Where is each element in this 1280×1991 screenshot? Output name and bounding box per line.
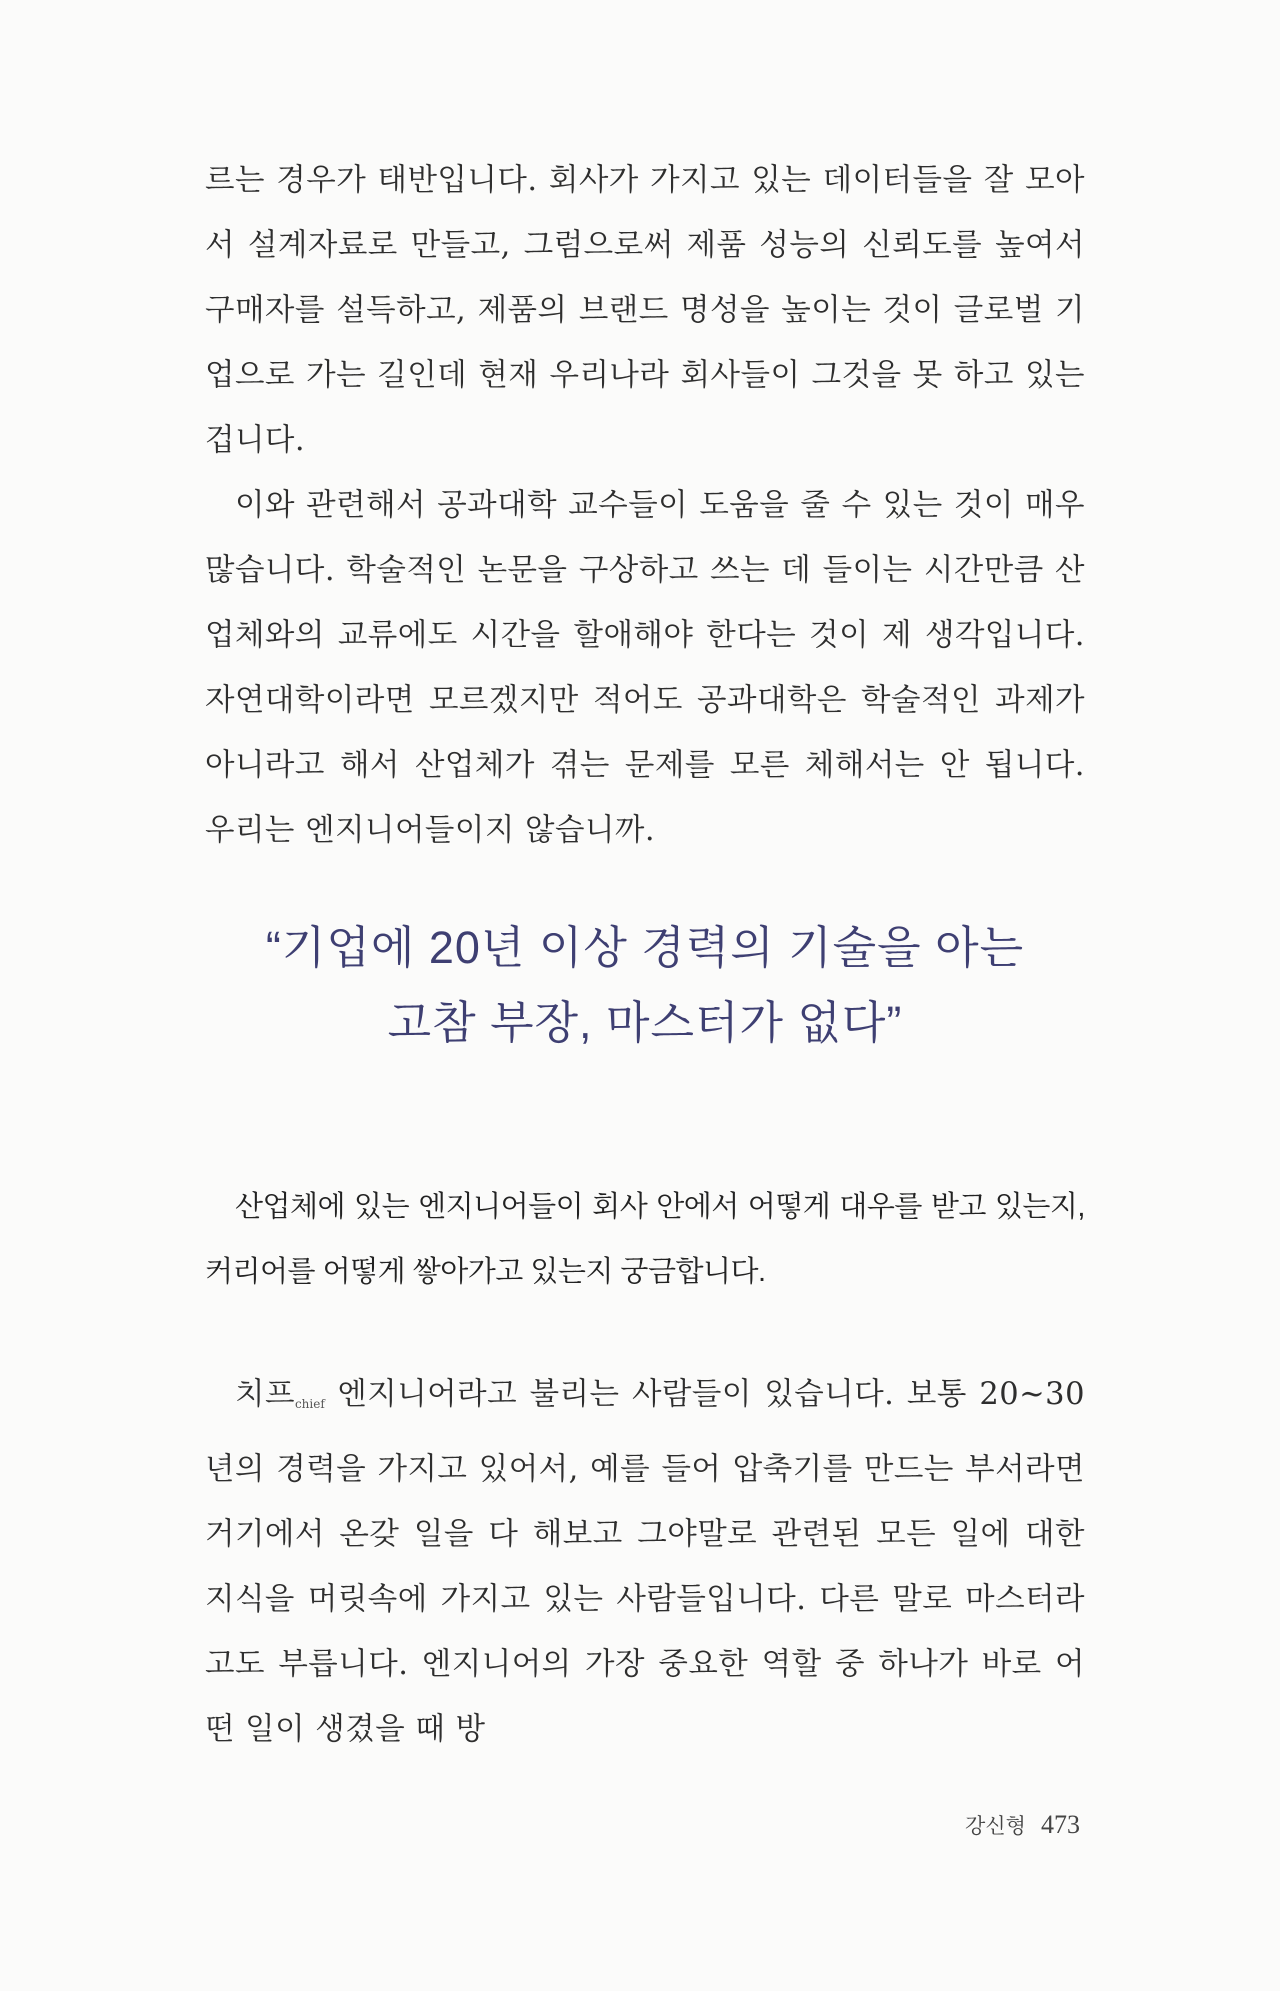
paragraph-body: 엔지니어라고 불리는 사람들이 있습니다. 보통 20~30년의 경력을 가지고 있어서, 예를 들어 압축기를 만드는 부서라면 거기에서 온갖 일을 다 해보고 그야말로 관련된 모든 일에 대한 지식을 머릿속에 가지고 있는 사람들입니다. 다른 말로 마스터라고도 부릅니다. 엔지니어의 가장 중요한 역할 중 하나가 바로 어떤 일이 생겼을 때 방 [205, 1377, 1085, 1747]
author-name: 강신형 [965, 1814, 1026, 1838]
term-annotation: chief [294, 1397, 325, 1411]
paragraph: 이와 관련해서 공과대학 교수들이 도움을 줄 수 있는 것이 매우 많습니다. 학술적인 논문을 구상하고 쓰는 데 들이는 시간만큼 산업체와의 교류에도 시간을 할애해야 한다는 것이 제 생각입니다. 자연대학이라면 모르겠지만 적어도 공과대학은 학술적인 과제가 아니라고 해서 산업체가 겪는 문제를 모른 체해서는 안 됩니다. 우리는 엔지니어들이지 않습니까. [205, 488, 1085, 848]
quote-line: 고참 부장, 마스터가 없다” [387, 997, 903, 1048]
answer-text-block [205, 148, 1085, 863]
paragraph [205, 1362, 1085, 1762]
answer-text-block [205, 1362, 1085, 1762]
quote-line: “기업에 20년 이상 경력의 기술을 아는 [265, 922, 1025, 973]
interview-question [205, 1175, 1085, 1305]
page-footer [965, 1810, 1080, 1840]
section-heading-quote [205, 910, 1085, 1060]
term-lead: 치프 [235, 1377, 295, 1412]
paragraph: 르는 경우가 태반입니다. 회사가 가지고 있는 데이터들을 잘 모아서 설계자료로 만들고, 그럼으로써 제품 성능의 신뢰도를 높여서 구매자를 설득하고, 제품의 브랜드 명성을 높이는 것이 글로벌 기업으로 가는 길인데 현재 우리나라 회사들이 그것을 못 하고 있는 겁니다. [205, 163, 1085, 458]
question-text: 산업체에 있는 엔지니어들이 회사 안에서 어떻게 대우를 받고 있는지, 커리어를 어떻게 쌓아가고 있는지 궁금합니다. [205, 1191, 1085, 1288]
page-number: 473 [1041, 1810, 1080, 1839]
